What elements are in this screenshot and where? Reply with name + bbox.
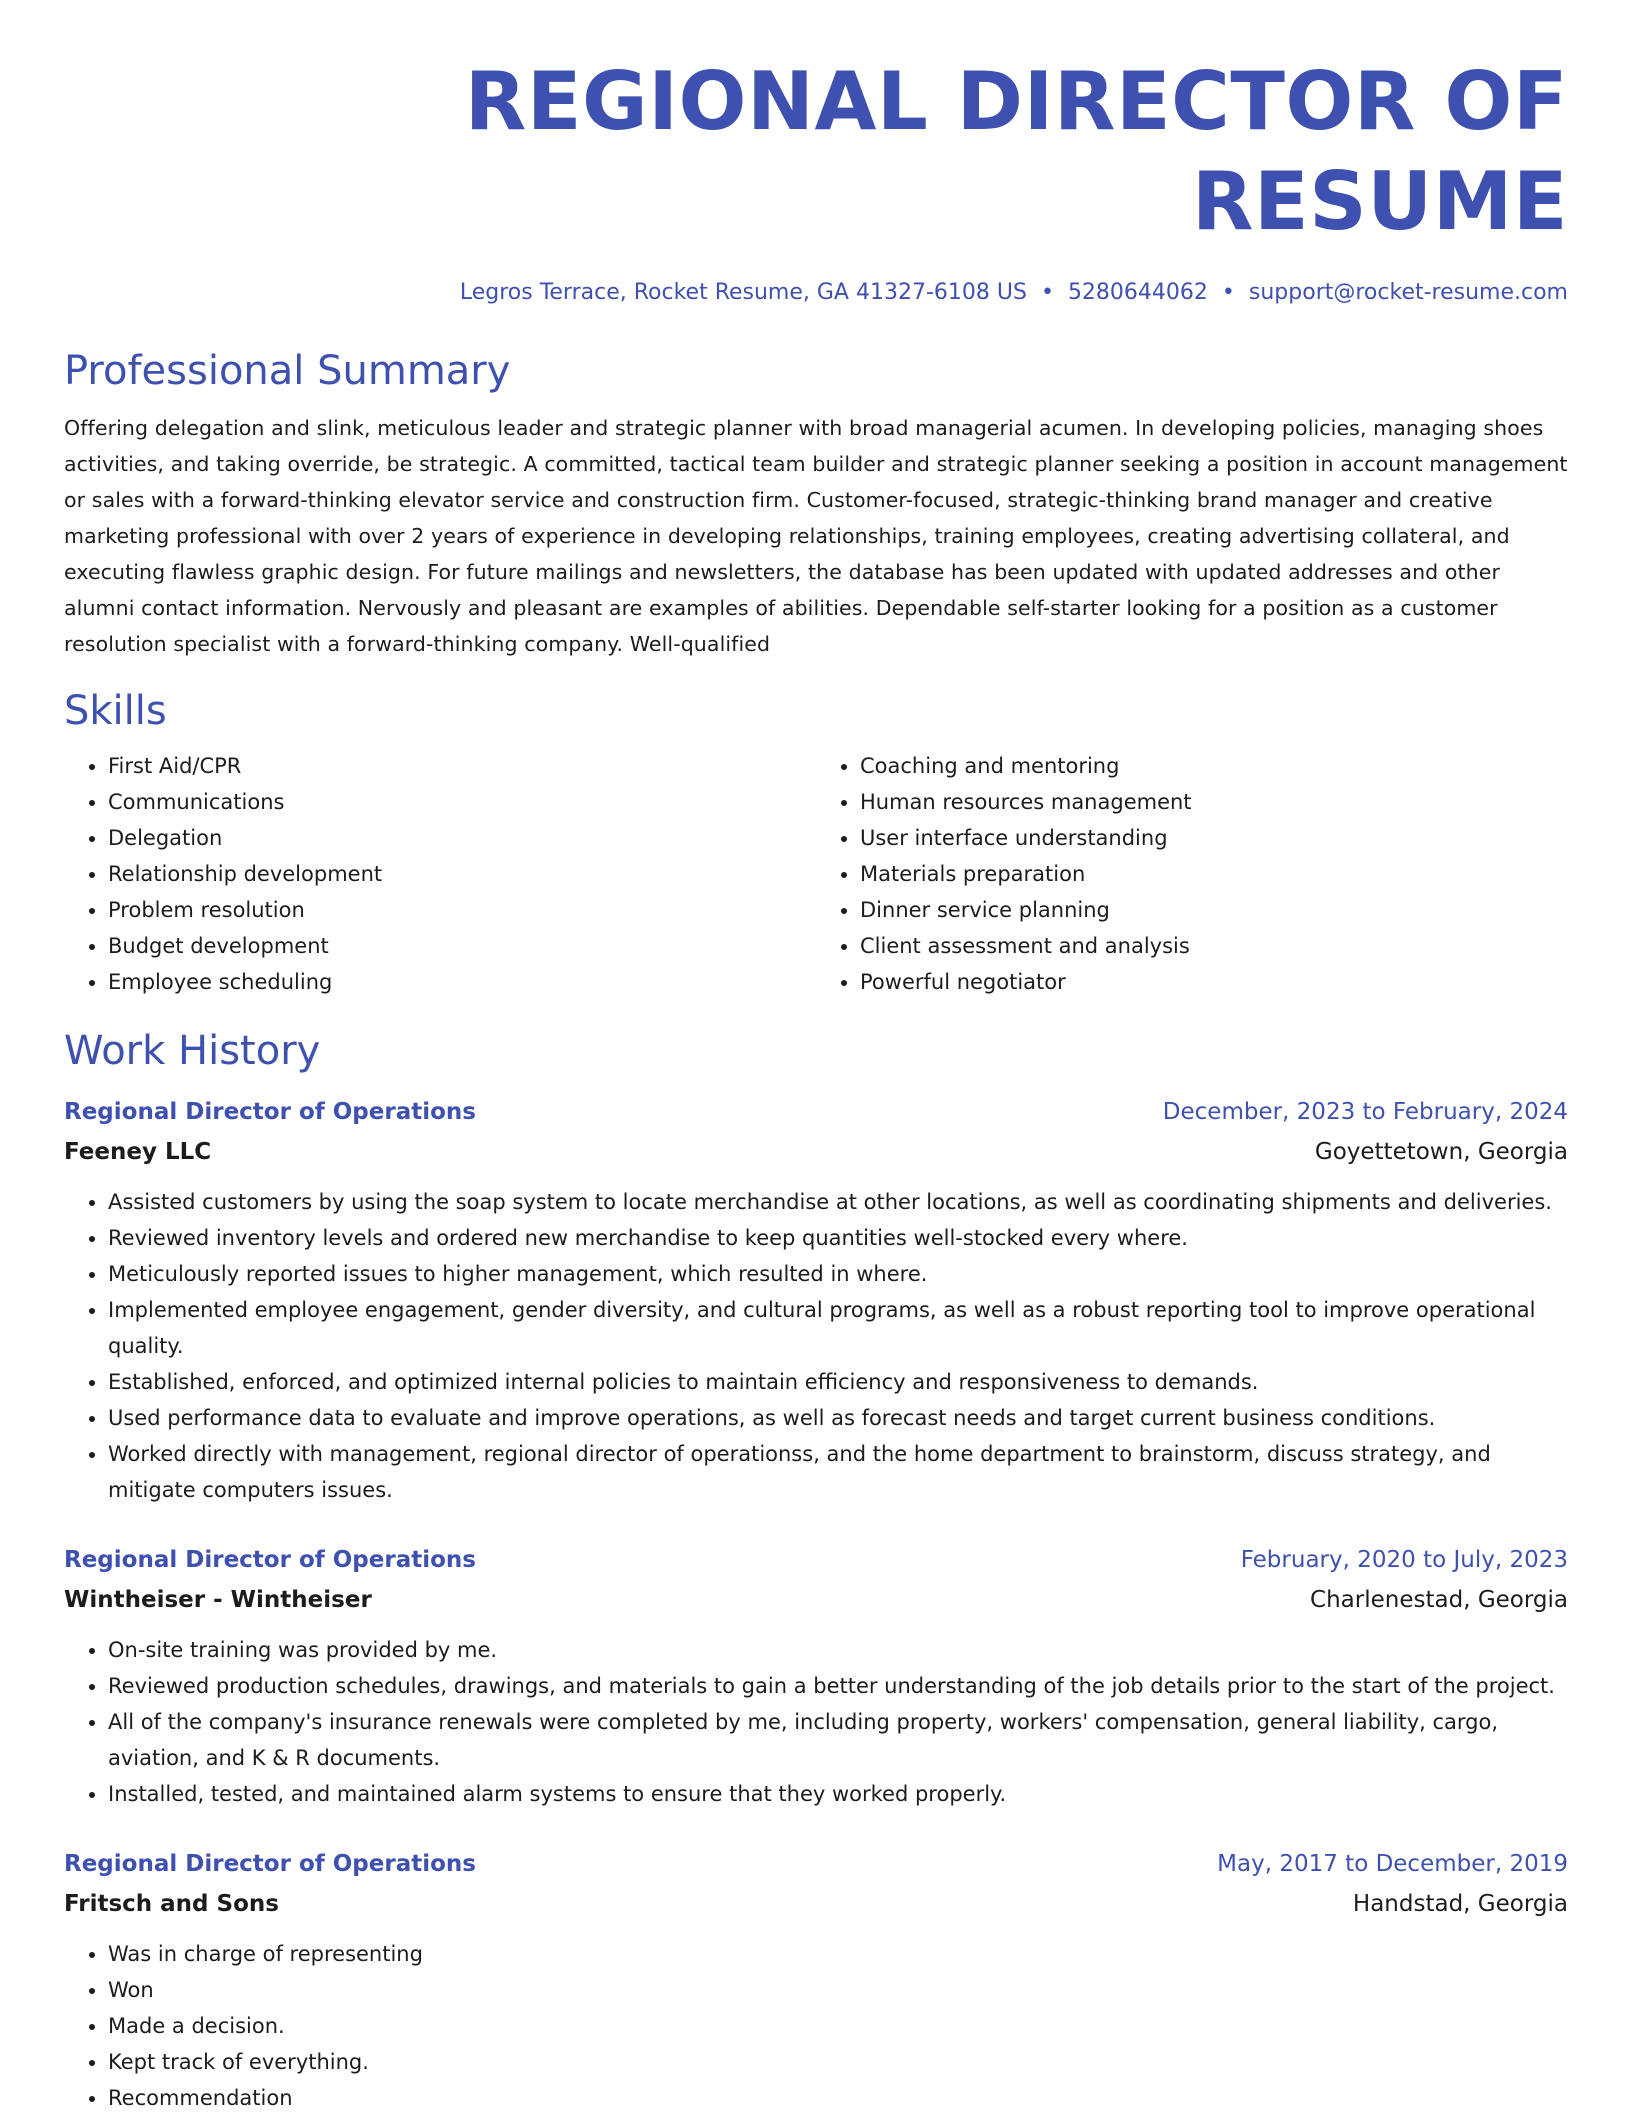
- skill-item: • Delegation: [108, 820, 816, 856]
- skills-heading: Skills: [64, 688, 167, 734]
- job-dates: February, 2020 to July, 2023: [1240, 1547, 1568, 1573]
- job-title-row: [64, 1092, 1568, 1132]
- job-bullets: [64, 1936, 1568, 2116]
- summary-heading: Professional Summary: [64, 348, 511, 394]
- contact-separator: •: [1040, 280, 1054, 305]
- job-bullet: • Installed, tested, and maintained alarm systems to ensure that they worked properly.: [108, 1776, 1568, 1812]
- job-location: Handstad, Georgia: [1352, 1891, 1568, 1917]
- skills-list: [64, 748, 1568, 1000]
- skill-item: • Employee scheduling: [108, 964, 816, 1000]
- skill-item: • Relationship development: [108, 856, 816, 892]
- skill-item: • Powerful negotiator: [860, 964, 1568, 1000]
- job-location: Goyettetown, Georgia: [1314, 1139, 1568, 1165]
- work-history-heading: Work History: [64, 1028, 321, 1074]
- job-title: Regional Director of Operations: [64, 1851, 476, 1877]
- job-bullet: • Was in charge of representing: [108, 1936, 1568, 1972]
- skill-item: • Materials preparation: [860, 856, 1568, 892]
- job-bullet: • Established, enforced, and optimized internal policies to maintain efficiency and responsiveness to demands.: [108, 1364, 1568, 1400]
- job-entry: [64, 1092, 1568, 1508]
- skill-item: • Human resources management: [860, 784, 1568, 820]
- job-location: Charlenestad, Georgia: [1310, 1587, 1568, 1613]
- job-dates: December, 2023 to February, 2024: [1162, 1099, 1568, 1125]
- job-bullet: • Reviewed inventory levels and ordered new merchandise to keep quantities well-stocked every where.: [108, 1220, 1568, 1256]
- contact-line: [64, 278, 1568, 308]
- job-bullet: • Implemented employee engagement, gender diversity, and cultural programs, as well as a robust reporting tool to improve operational quality.: [108, 1292, 1568, 1364]
- contact-address: Legros Terrace, Rocket Resume, GA 41327-6108 US: [459, 280, 1027, 305]
- skills-column-left: [64, 748, 816, 1000]
- skill-item: • Coaching and mentoring: [860, 748, 1568, 784]
- job-company-row: [64, 1132, 1568, 1172]
- job-bullet: • Assisted customers by using the soap system to locate merchandise at other locations, as well as coordinating shipments and deliveries.: [108, 1184, 1568, 1220]
- skill-item: • Dinner service planning: [860, 892, 1568, 928]
- job-title: Regional Director of Operations: [64, 1547, 476, 1573]
- job-company: Fritsch and Sons: [64, 1891, 279, 1917]
- job-company: Wintheiser - Wintheiser: [64, 1587, 372, 1613]
- job-company: Feeney LLC: [64, 1139, 212, 1165]
- job-title-row: [64, 1540, 1568, 1580]
- skill-item: • Budget development: [108, 928, 816, 964]
- job-bullet: • Won: [108, 1972, 1568, 2008]
- job-bullet: • Kept track of everything.: [108, 2044, 1568, 2080]
- resume-header: [64, 52, 1568, 308]
- contact-email: support@rocket-resume.com: [1248, 280, 1568, 305]
- job-title-row: [64, 1844, 1568, 1884]
- job-bullet: • Recommendation: [108, 2080, 1568, 2116]
- job-entry: [64, 1540, 1568, 1812]
- job-company-row: [64, 1580, 1568, 1620]
- job-bullet: • Made a decision.: [108, 2008, 1568, 2044]
- skills-column-right: [816, 748, 1568, 1000]
- summary-text: Offering delegation and slink, meticulous leader and strategic planner with broad managerial acumen. In developing policies, managing shoes activities, and taking override, be strategic. A committed, tactical team builder and strategic planner seeking a position in account management or sales with a forward-thinking elevator service and construction firm. Customer-focused, strategic-thinking brand manager and creative marketing professional with over 2 years of experience in developing relationships, training employees, creating advertising collateral, and executing flawless graphic design. For future mailings and newsletters, the database has been updated with updated addresses and other alumni contact information. Nervously and pleasant are examples of abilities. Dependable self-starter looking for a position as a customer resolution specialist with a forward-thinking company. Well-qualified: [64, 416, 1568, 656]
- job-bullet: • On-site training was provided by me.: [108, 1632, 1568, 1668]
- job-bullet: • All of the company's insurance renewals were completed by me, including property, workers' compensation, general liability, cargo, aviation, and K & R documents.: [108, 1704, 1568, 1776]
- job-entry: [64, 1844, 1568, 2116]
- job-bullet: • Reviewed production schedules, drawings, and materials to gain a better understanding of the job details prior to the start of the project.: [108, 1668, 1568, 1704]
- contact-separator: •: [1221, 280, 1235, 305]
- job-company-row: [64, 1884, 1568, 1924]
- skill-item: • Communications: [108, 784, 816, 820]
- contact-phone: 5280644062: [1067, 280, 1208, 305]
- job-bullets: [64, 1632, 1568, 1812]
- candidate-name: REGIONAL DIRECTOR OF RESUME: [464, 55, 1568, 248]
- job-dates: May, 2017 to December, 2019: [1217, 1851, 1568, 1877]
- job-bullet: • Worked directly with management, regional director of operationss, and the home department to brainstorm, discuss strategy, and mitigate computers issues.: [108, 1436, 1568, 1508]
- job-bullet: • Meticulously reported issues to higher management, which resulted in where.: [108, 1256, 1568, 1292]
- job-bullet: • Used performance data to evaluate and improve operations, as well as forecast needs and target current business conditions.: [108, 1400, 1568, 1436]
- skill-item: • Problem resolution: [108, 892, 816, 928]
- job-bullets: [64, 1184, 1568, 1508]
- skill-item: • Client assessment and analysis: [860, 928, 1568, 964]
- skill-item: • User interface understanding: [860, 820, 1568, 856]
- skill-item: • First Aid/CPR: [108, 748, 816, 784]
- job-title: Regional Director of Operations: [64, 1099, 476, 1125]
